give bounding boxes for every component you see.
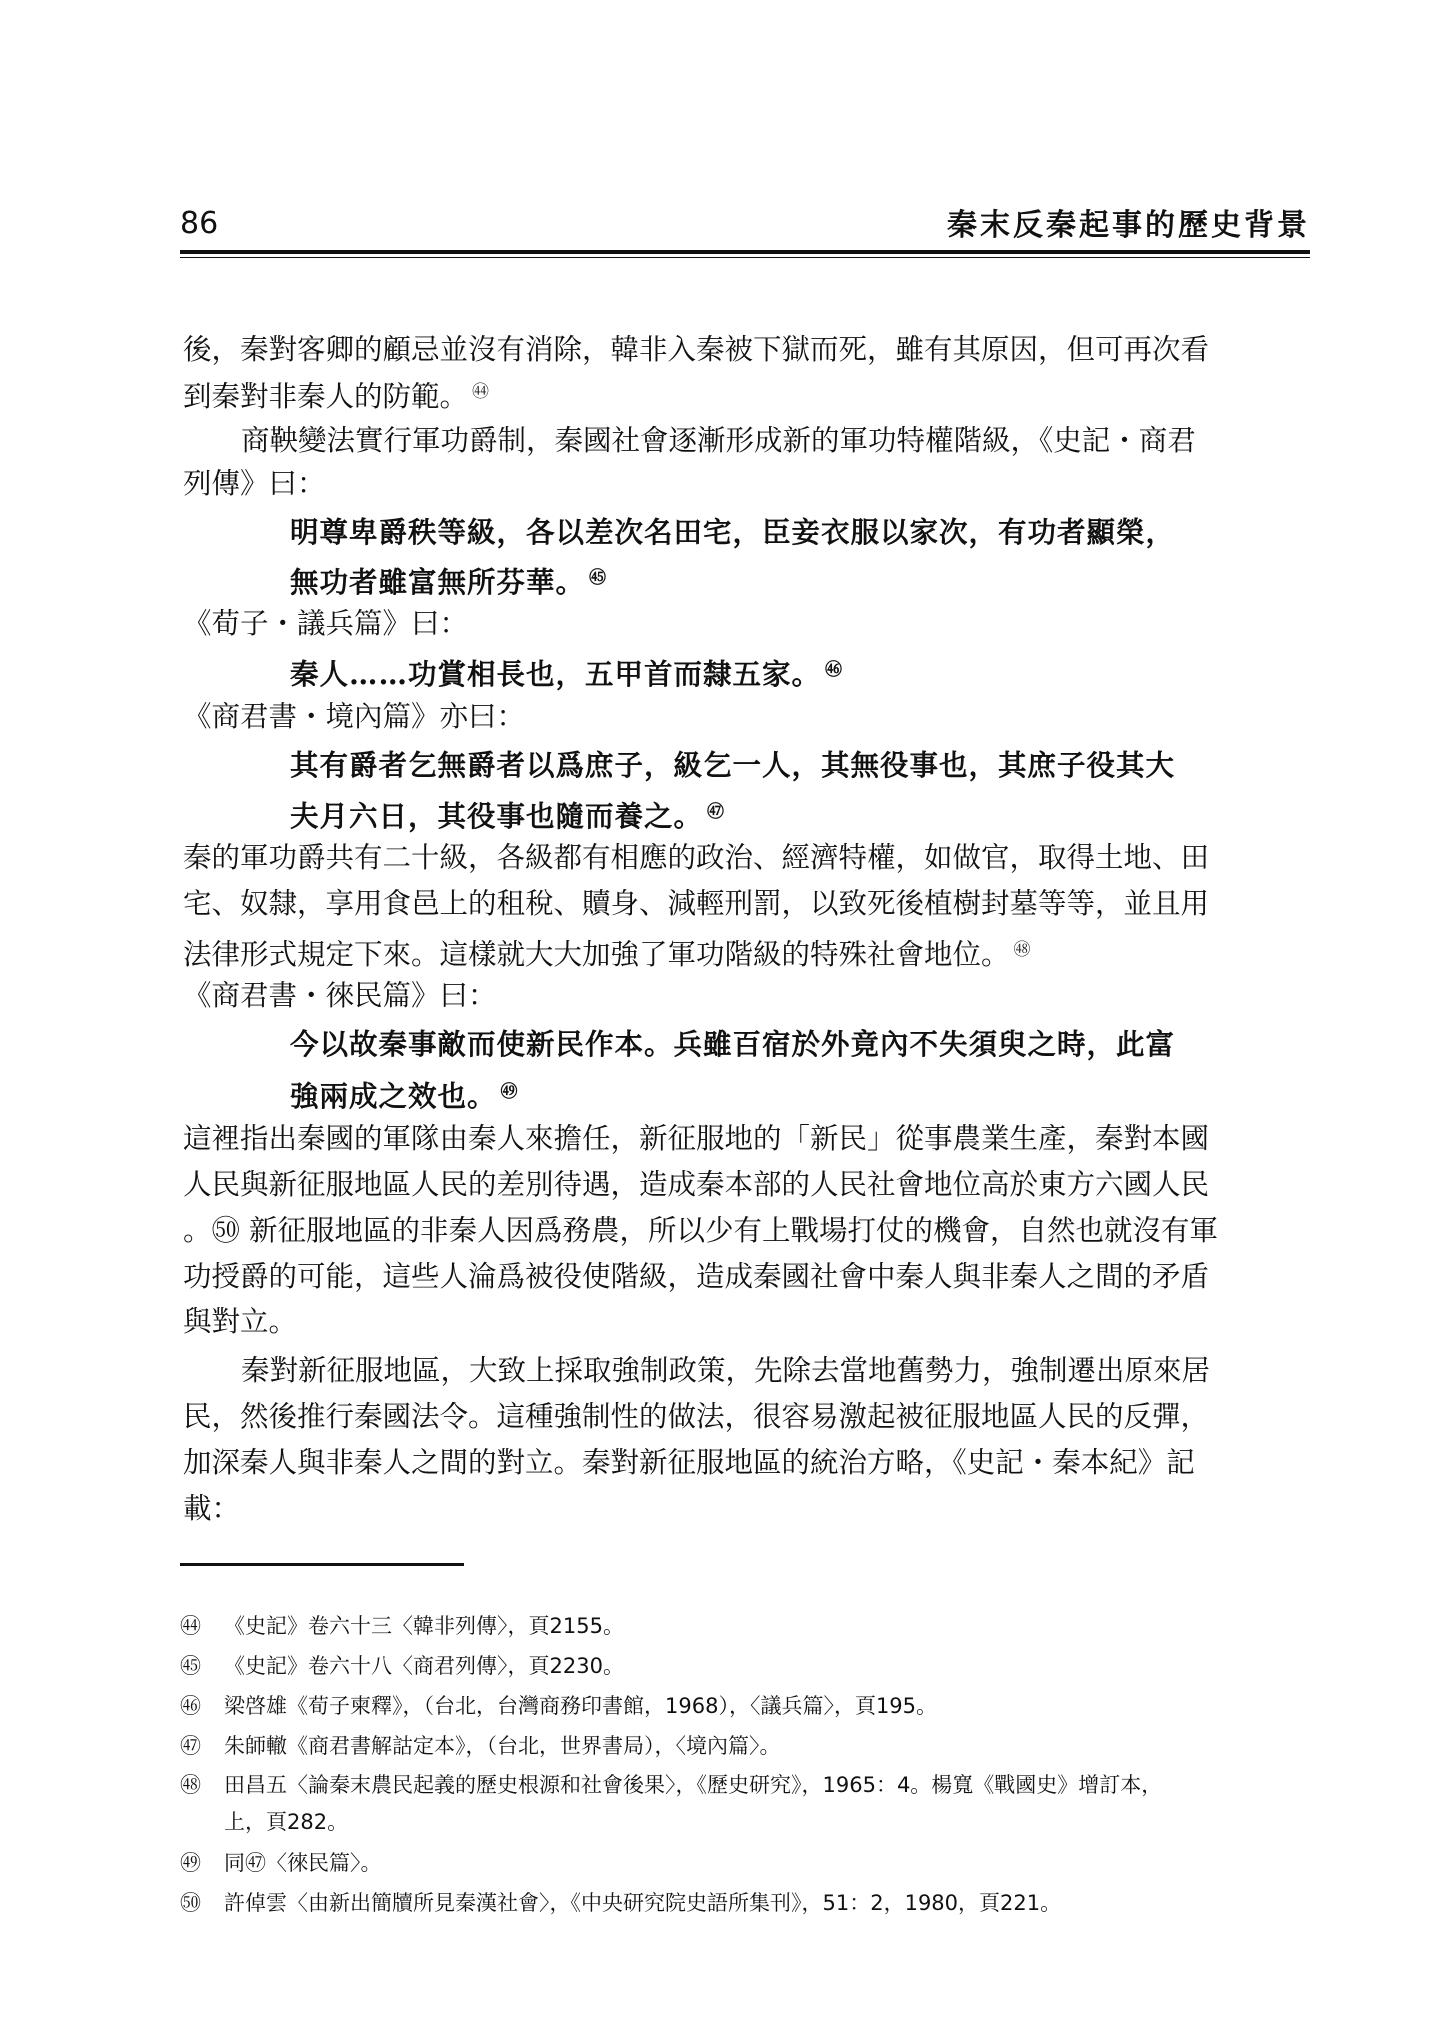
footnote-mark: ㊻: [180, 1694, 201, 1718]
footnote-mark: ㊽: [180, 1773, 201, 1797]
footnote-mark: ㊺: [180, 1654, 201, 1678]
body-line: 。㊿ 新征服地區的非秦人因爲務農，所以少有上戰場打仗的機會，自然也就沒有軍: [183, 1214, 1219, 1247]
footnote-ref[interactable]: ㊽: [1013, 940, 1031, 960]
footnote-text: 《史記》卷六十八〈商君列傳〉，頁2230。: [224, 1654, 624, 1678]
body-line: 《荀子・議兵篇》曰：: [183, 607, 469, 640]
quote-line: 強兩成之效也。 $^㊾$: [290, 1079, 519, 1113]
footnote-ref[interactable]: ㊹: [472, 382, 490, 402]
footnote-mark: ㊿: [180, 1891, 201, 1915]
footnote-text: 《史記》卷六十三〈韓非列傳〉，頁2155。: [224, 1614, 624, 1638]
quote-line: 其有爵者乞無爵者以爲庶子，級乞一人，其無役事也，其庶子役其大: [290, 748, 1176, 782]
body-line: 《商君書・徠民篇》曰：: [183, 979, 497, 1012]
body-line: 這裡指出秦國的軍隊由秦人來擔任，新征服地的「新民」從事農業生產，秦對本國: [183, 1122, 1210, 1155]
footnote-text: 朱師轍《商君書解詁定本》，（台北，世界書局），〈境內篇〉。: [224, 1734, 781, 1758]
body-line: 後，秦對客卿的顧忌並沒有消除，韓非入秦被下獄而死，雖有其原因，但可再次看: [183, 333, 1210, 366]
footnote-ref[interactable]: ㊼: [707, 802, 726, 822]
header-rule-thin: [180, 257, 1310, 258]
footnote-rule: [180, 1563, 464, 1566]
quote-line: 無功者雖富無所芬華。 $^㊺$: [290, 565, 608, 599]
body-line: 列傳》曰：: [183, 467, 326, 500]
footnote-text: 許倬雲〈由新出簡牘所見秦漢社會〉，《中央研究院史語所集刊》，51：2，1980，頁221。: [224, 1891, 1062, 1915]
footnote-mark: ㊼: [180, 1734, 201, 1758]
body-line: 宅、奴隸，享用食邑上的租稅、贖身、減輕刑罰，以致死後植樹封墓等等，並且用: [183, 887, 1210, 920]
footnote-text: 梁啓雄《荀子柬釋》，（台北，台灣商務印書館，1968），〈議兵篇〉，頁195。: [224, 1694, 938, 1718]
header-rule: [180, 250, 1310, 254]
body-line: 秦的軍功爵共有二十級，各級都有相應的政治、經濟特權，如做官，取得土地、田: [183, 841, 1210, 874]
body-line: 加深秦人與非秦人之間的對立。秦對新征服地區的統治方略，《史記・秦本紀》記: [183, 1446, 1195, 1479]
running-header-title: 秦末反秦起事的歷史背景: [947, 208, 1310, 243]
body-line: 法律形式規定下來。這樣就大大加強了軍功階級的特殊社會地位。 $^㊽$: [183, 938, 1031, 971]
footnote-text: 同㊼〈徠民篇〉。: [224, 1851, 382, 1875]
page-number: 86: [180, 206, 219, 241]
quote-line: 秦人……功賞相長也，五甲首而隸五家。 $^㊻$: [290, 657, 844, 691]
body-line: 載：: [183, 1492, 241, 1525]
quote-line: 今以故秦事敵而使新民作本。兵雖百宿於外竟內不失須臾之時，此富: [290, 1027, 1176, 1061]
body-line: 民，然後推行秦國法令。這種強制性的做法，很容易激起被征服地區人民的反彈，: [183, 1400, 1210, 1433]
quote-line: 明尊卑爵秩等級，各以差次名田宅，臣妾衣服以家次，有功者顯榮，: [290, 515, 1176, 549]
body-line: 人民與新征服地區人民的差別待遇，造成秦本部的人民社會地位高於東方六國人民: [183, 1168, 1210, 1201]
footnote-ref[interactable]: ㊻: [825, 660, 844, 680]
body-line: 商鞅變法實行軍功爵制，秦國社會逐漸形成新的軍功特權階級，《史記・商君: [241, 424, 1196, 457]
body-line: 與對立。: [183, 1305, 298, 1338]
quote-line: 夫月六日，其役事也隨而養之。 $^㊼$: [290, 799, 726, 833]
body-line: 秦對新征服地區，大致上採取強制政策，先除去當地舊勢力，強制遷出原來居: [241, 1354, 1211, 1387]
footnote-text: 上，頁282。: [224, 1810, 349, 1834]
footnote-ref[interactable]: ㊾: [500, 1082, 519, 1102]
body-line: 《商君書・境內篇》亦曰：: [183, 700, 526, 733]
footnote-mark: ㊾: [180, 1851, 201, 1875]
footnote-ref[interactable]: ㊺: [589, 568, 608, 588]
footnote-mark: ㊹: [180, 1614, 201, 1638]
body-line: 到秦對非秦人的防範。 $^㊹$: [183, 380, 490, 413]
body-line: 功授爵的可能，這些人淪爲被役使階級，造成秦國社會中秦人與非秦人之間的矛盾: [183, 1260, 1210, 1293]
footnote-text: 田昌五〈論秦末農民起義的歷史根源和社會後果〉，《歷史研究》，1965：4。楊寬《戰國史》增訂本，: [224, 1773, 1163, 1797]
